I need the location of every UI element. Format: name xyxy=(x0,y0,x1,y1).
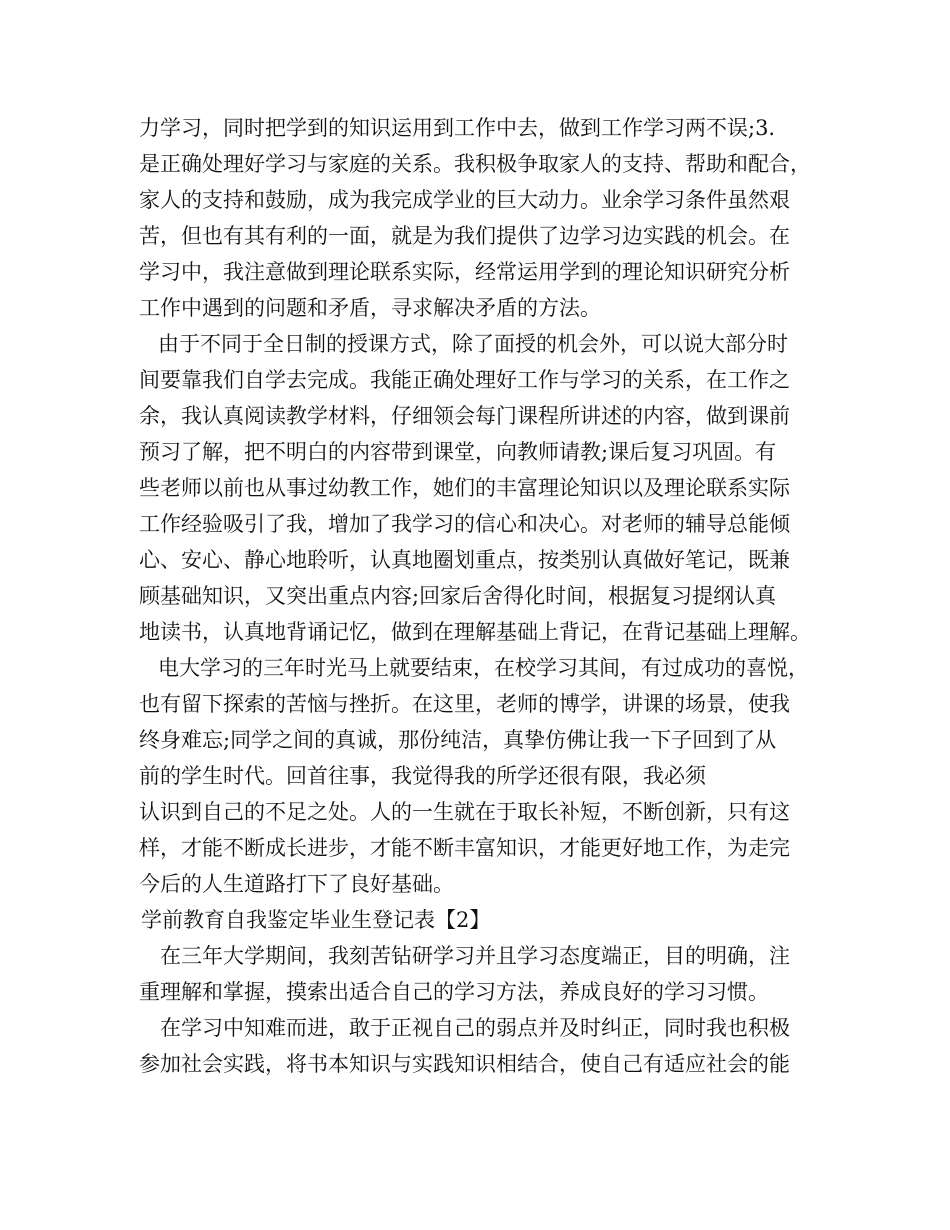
text-line: 认识到自己的不足之处。人的一生就在于取长补短，不断创新，只有这 xyxy=(139,800,790,824)
text-line: 是正确处理好学习与家庭的关系。我积极争取家人的支持、帮助和配合， xyxy=(139,152,811,176)
text-line: 工作中遇到的问题和矛盾，寻求解决矛盾的方法。 xyxy=(139,296,601,320)
text-line: 终身难忘;同学之间的真诚，那份纯洁，真挚仿佛让我一下子回到了从 xyxy=(139,728,777,752)
text-line: 苦，但也有其有利的一面，就是为我们提供了边学习边实践的机会。在 xyxy=(139,224,790,248)
text-line: 也有留下探索的苦恼与挫折。在这里，老师的博学，讲课的场景，使我 xyxy=(139,692,790,716)
text-line: 顾基础知识，又突出重点内容;回家后舍得化时间，根据复习提纲认真 xyxy=(139,584,777,608)
section-heading: 学前教育自我鉴定毕业生登记表【2】 xyxy=(141,908,491,932)
text-line: 在学习中知难而进，敢于正视自己的弱点并及时纠正，同时我也积极 xyxy=(160,1016,790,1040)
text-line: 心、安心、静心地聆听，认真地圈划重点，按类别认真做好笔记，既兼 xyxy=(139,548,790,572)
text-line: 电大学习的三年时光马上就要结束，在校学习其间，有过成功的喜悦， xyxy=(158,656,809,680)
text-line: 地读书，认真地背诵记忆，做到在理解基础上背记，在背记基础上理解。 xyxy=(139,620,811,644)
text-line: 前的学生时代。回首往事，我觉得我的所学还很有限，我必须 xyxy=(139,764,706,788)
text-line: 力学习，同时把学到的知识运用到工作中去，做到工作学习两不误;3. xyxy=(139,116,776,140)
text-line: 样，才能不断成长进步，才能不断丰富知识，才能更好地工作，为走完 xyxy=(139,836,790,860)
text-line: 预习了解，把不明白的内容带到课堂，向教师请教;课后复习巩固。有 xyxy=(139,440,777,464)
text-line: 重理解和掌握，摸索出适合自己的学习方法，养成良好的学习习惯。 xyxy=(139,980,769,1004)
text-line: 在三年大学期间，我刻苦钻研学习并且学习态度端正，目的明确，注 xyxy=(160,944,790,968)
text-line: 余，我认真阅读教学材料，仔细领会每门课程所讲述的内容，做到课前 xyxy=(139,404,790,428)
text-line: 工作经验吸引了我，增加了我学习的信心和决心。对老师的辅导总能倾 xyxy=(139,512,790,536)
text-line: 家人的支持和鼓励，成为我完成学业的巨大动力。业余学习条件虽然艰 xyxy=(139,188,790,212)
text-line: 今后的人生道路打下了良好基础。 xyxy=(139,872,454,896)
text-line: 参加社会实践，将书本知识与实践知识相结合，使自己有适应社会的能 xyxy=(139,1052,790,1076)
text-line: 间要靠我们自学去完成。我能正确处理好工作与学习的关系，在工作之 xyxy=(139,368,790,392)
text-line: 学习中，我注意做到理论联系实际，经常运用学到的理论知识研究分析 xyxy=(139,260,790,284)
text-line: 些老师以前也从事过幼教工作，她们的丰富理论知识以及理论联系实际 xyxy=(139,476,790,500)
text-line: 由于不同于全日制的授课方式，除了面授的机会外，可以说大部分时 xyxy=(158,332,788,356)
